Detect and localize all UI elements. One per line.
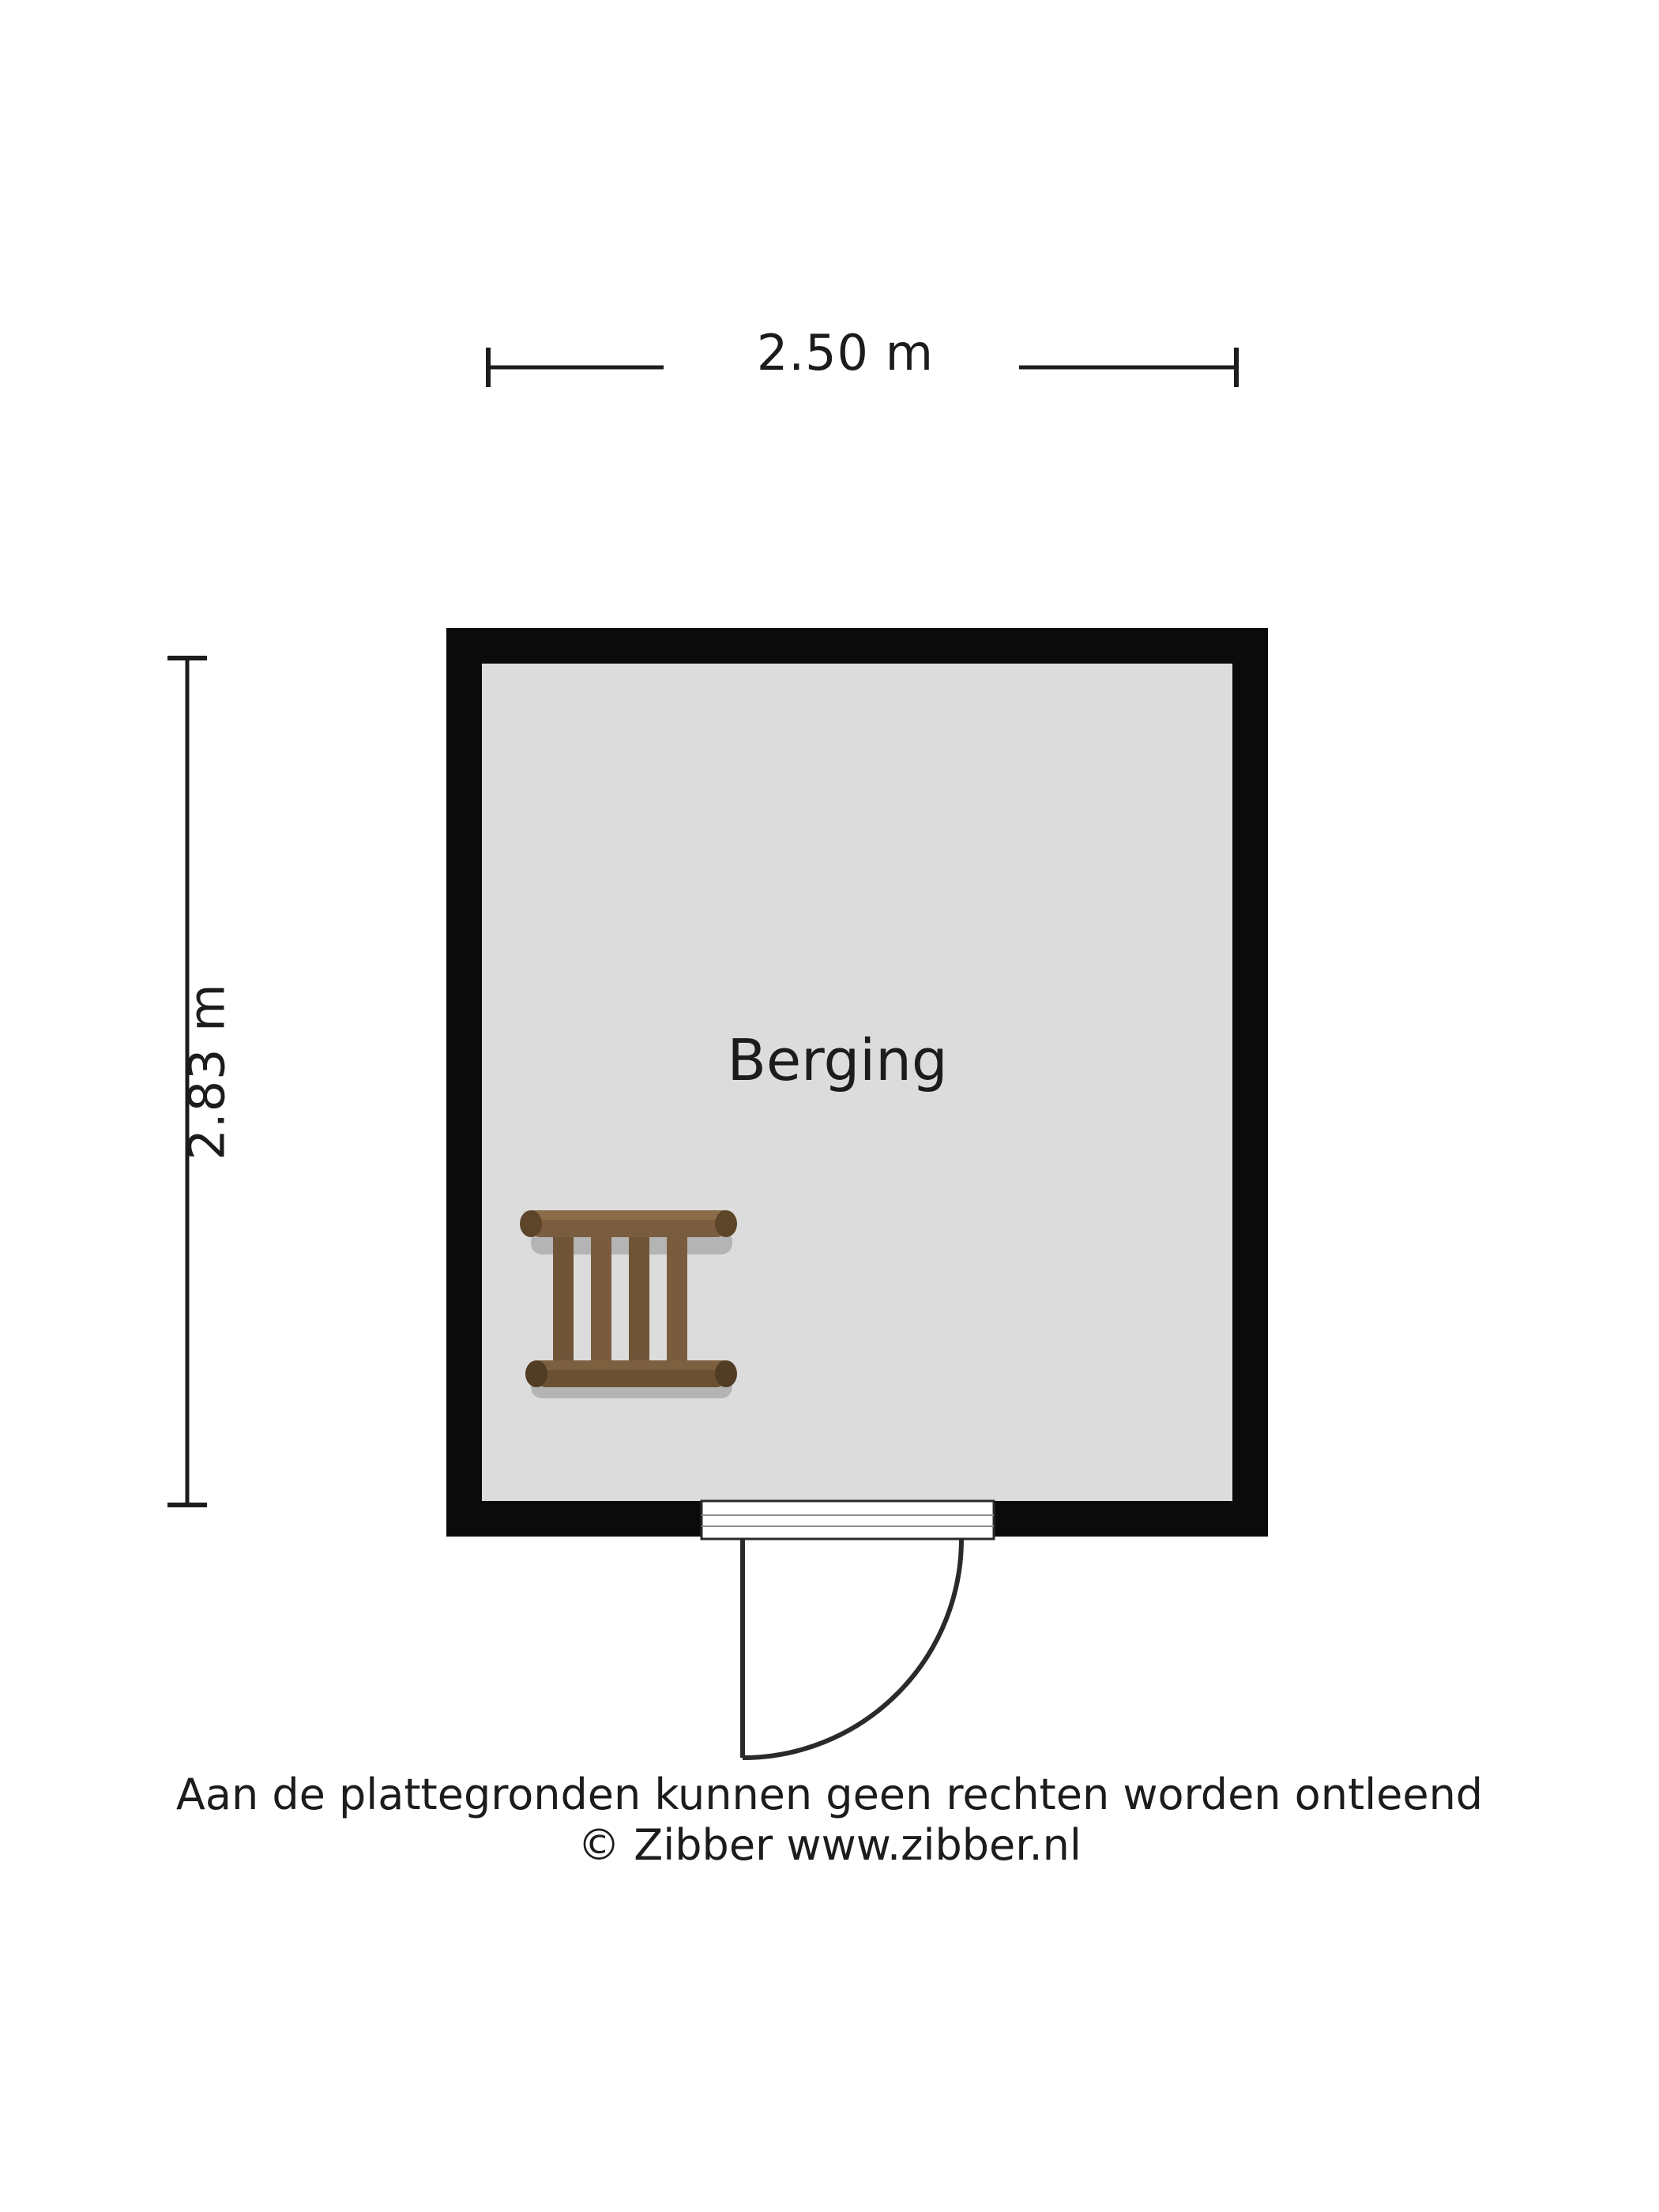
- room-name-label: Berging: [727, 1027, 948, 1093]
- dimension-height-label: 2.83 m: [178, 983, 236, 1161]
- door-swing: [743, 1539, 961, 1758]
- door-opening: [702, 1501, 994, 1539]
- dimension-width-label: 2.50 m: [756, 324, 935, 382]
- footer-copyright: © Zibber www.zibber.nl: [577, 1819, 1082, 1870]
- footer-disclaimer: Aan de plattegronden kunnen geen rechten worden ontleend: [175, 1770, 1484, 1819]
- footer: [0, 1770, 1659, 1870]
